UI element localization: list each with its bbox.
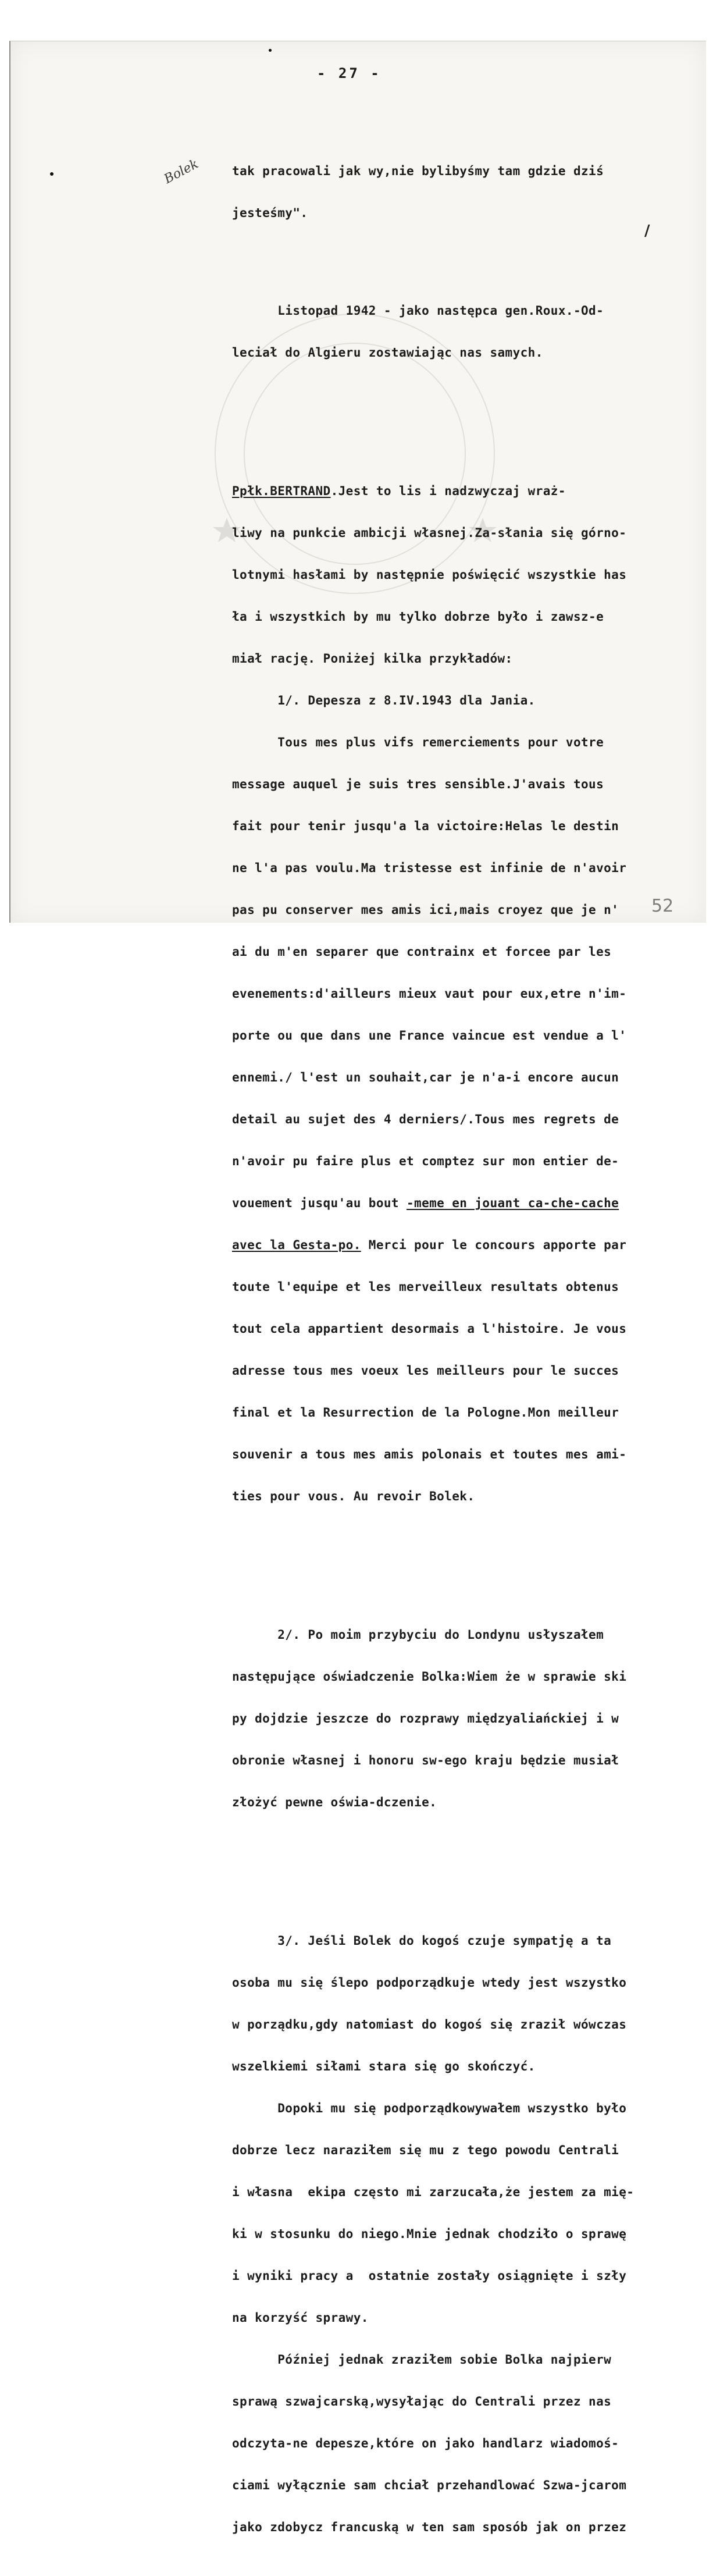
text-line: i wyniki pracy a ostatnie zostały osiągnięte i szły (232, 2269, 627, 2283)
text-line: odczyta-ne depesze,które on jako handlarz wiadomoś- (232, 2436, 619, 2450)
text-line: Później jednak zraziłem sobie Bolka najpierw (232, 2353, 612, 2367)
underlined-name: Ppłk.BERTRAND (232, 484, 331, 498)
text-line: na korzyść sprawy. (232, 2311, 369, 2325)
text-line: w porządku,gdy natomiast do kogoś się zraził wówczas (232, 2018, 627, 2031)
paragraph-bertrand (232, 456, 686, 1531)
archive-page-number: 52 (651, 896, 674, 916)
text-line: fait pour tenir jusqu'a la victoire:Helas le destin (232, 819, 619, 833)
paragraph-gap (232, 415, 686, 428)
text-line: tak pracowali jak wy,nie bylibyśmy tam gdzie dziś (232, 164, 604, 178)
text-line: ciami wyłącznie sam chciał przehandlować Szwa-jcarom (232, 2478, 627, 2492)
page-number: - 27 - (317, 65, 382, 81)
text-line: 1/. Depesza z 8.IV.1943 dla Jania. (232, 693, 536, 707)
text-line: ne l'a pas voulu.Ma tristesse est infinie de n'avoir (232, 861, 627, 875)
paragraph-gap (232, 1865, 686, 1878)
paragraph (232, 276, 686, 387)
paragraph (232, 136, 686, 248)
text-line: py dojdzie jeszcze do rozprawy międzyaliańckiej i w (232, 1712, 619, 1725)
line-rest: Merci pour le concours apporte par (361, 1238, 627, 1252)
text-line: osoba mu się ślepo podporządkuje wtedy jest wszystko (232, 1976, 627, 1990)
text-line: adresse tous mes voeux les meilleurs pour le succes (232, 1364, 619, 1378)
text-line-heading (232, 484, 686, 498)
text-line: message auquel je suis tres sensible.J'avais tous (232, 777, 604, 791)
paragraph-gap (232, 1559, 686, 1572)
text-line: 3/. Jeśli Bolek do kogoś czuje sympatję a ta (232, 1934, 612, 1948)
heading-rest: .Jest to lis i nadzwyczaj wraż- (330, 484, 566, 498)
text-line: Tous mes plus vifs remerciements pour votre (232, 735, 604, 749)
paragraph-point-2 (232, 1600, 686, 1837)
text-line: final et la Resurrection de la Pologne.Mon meilleur (232, 1406, 619, 1419)
ink-dot (50, 172, 54, 176)
text-line: 2/. Po moim przybyciu do Londynu usłyszałem (232, 1628, 604, 1642)
text-line: sprawą szwajcarską,wysyłając do Centrali przez nas (232, 2394, 612, 2408)
text-line: i własna ekipa często mi zarzucała,że jestem za mię- (232, 2185, 634, 2199)
text-line: ties pour vous. Au revoir Bolek. (232, 1489, 475, 1503)
correction-mark: / (644, 222, 650, 240)
text-line: toute l'equipe et les merveilleux resultats obtenus (232, 1280, 619, 1294)
text-line: porte ou que dans une France vaincue est vendue a l' (232, 1029, 627, 1043)
text-line: n'avoir pu faire plus et comptez sur mon entier de- (232, 1154, 619, 1168)
text-line: evenements:d'ailleurs mieux vaut pour eux,etre n'im- (232, 987, 627, 1001)
text-line: leciał do Algieru zostawiając nas samych. (232, 346, 543, 360)
text-line: detail au sujet des 4 derniers/.Tous mes regrets de (232, 1112, 619, 1126)
text-line: jako zdobycz francuską w ten sam sposób jak on przez (232, 2520, 627, 2534)
text-line: ai du m'en separer que contrainx et forcee par les (232, 945, 612, 959)
text-line: jesteśmy". (232, 206, 308, 220)
text-line: ki w stosunku do niego.Mnie jednak chodziło o sprawę (232, 2227, 627, 2241)
text-line-underlined (232, 1238, 686, 1252)
text-line: pas pu conserver mes amis ici,mais croyez que je n' (232, 903, 619, 917)
text-line: obronie własnej i honoru sw-ego kraju będzie musiał (232, 1753, 619, 1767)
paragraph-point-3 (232, 1906, 686, 2562)
text-line: ła i wszystkich by mu tylko dobrze było i zawsz-e (232, 610, 604, 624)
text-line: ennemi./ l'est un souhait,car je n'a-i encore aucun (232, 1070, 619, 1084)
text-line: złożyć pewne oświa-dczenie. (232, 1795, 437, 1809)
text-line: tout cela appartient desormais a l'histoire. Je vous (232, 1322, 627, 1336)
text-line: liwy na punkcie ambicji własnej.Za-słania się górno- (232, 526, 627, 540)
text-line: Dopoki mu się podporządkowywałem wszystko było (232, 2101, 627, 2115)
text-line-underlined (232, 1196, 686, 1210)
typed-letter-body (232, 108, 686, 2576)
text-line: wszelkiemi siłami stara się go skończyć. (232, 2059, 536, 2073)
underlined-phrase: avec la Gesta-po. (232, 1238, 361, 1252)
ink-dot (269, 49, 272, 52)
margin-handwritten-note: Bolek (162, 156, 201, 187)
text-line: miał rację. Poniżej kilka przykładów: (232, 652, 513, 666)
text-line: dobrze lecz naraziłem się mu z tego powodu Centrali (232, 2143, 619, 2157)
text-line: lotnymi hasłami by następnie poświęcić wszystkie has (232, 568, 627, 582)
line-start: vouement jusqu'au bout (232, 1196, 407, 1210)
underlined-phrase: -meme en jouant ca-che-cache (407, 1196, 619, 1210)
text-line: następujące oświadczenie Bolka:Wiem że w sprawie ski (232, 1670, 627, 1684)
text-line: Listopad 1942 - jako następca gen.Roux.-Od- (232, 304, 604, 318)
text-line: souvenir a tous mes amis polonais et toutes mes ami- (232, 1447, 627, 1461)
